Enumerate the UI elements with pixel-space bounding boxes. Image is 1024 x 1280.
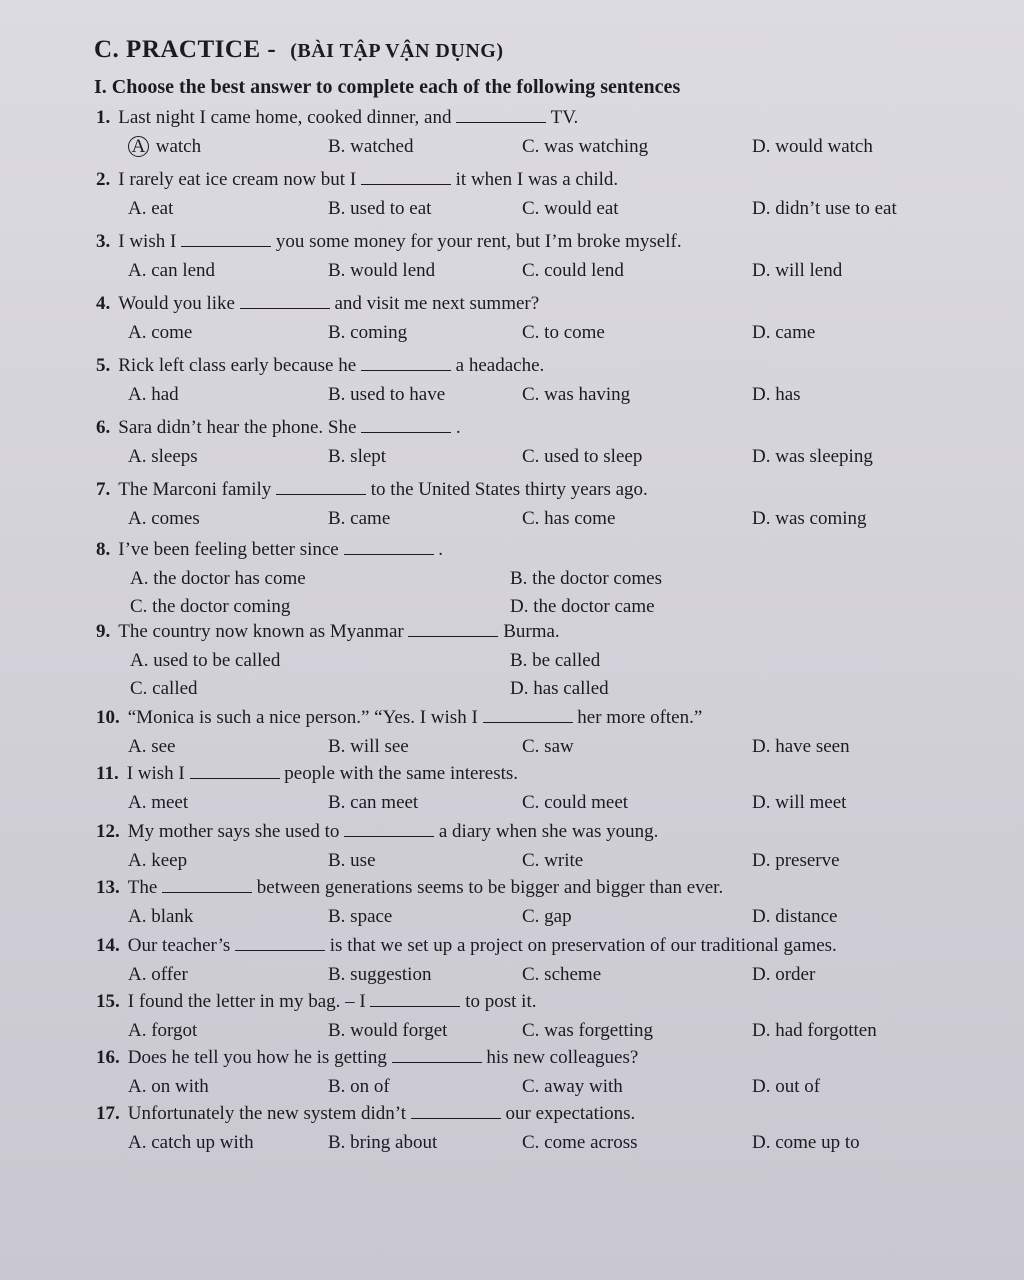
option-b[interactable]: B. will see — [328, 736, 409, 757]
question-12 — [0, 820, 1024, 884]
option-b[interactable]: B. can meet — [328, 792, 419, 813]
option-a[interactable]: A. the doctor has come — [130, 568, 306, 589]
question-number: 6. — [96, 417, 111, 438]
answer-blank[interactable] — [344, 820, 434, 837]
answer-blank[interactable] — [456, 106, 546, 123]
question-number: 10. — [96, 707, 120, 728]
option-a[interactable]: A. on with — [128, 1076, 209, 1097]
question-text-after: . — [438, 539, 443, 560]
question-text-before: Would you like — [118, 293, 235, 314]
option-a[interactable]: A. forgot — [128, 1020, 198, 1041]
question-text-after: people with the same interests. — [284, 763, 519, 784]
answer-blank[interactable] — [235, 934, 325, 951]
question-stem — [96, 230, 682, 253]
option-a[interactable]: A. can lend — [128, 260, 216, 281]
option-a[interactable]: A. blank — [128, 906, 194, 927]
question-17 — [0, 1102, 1024, 1166]
question-text-before: The — [127, 877, 158, 898]
question-text-before: I wish I — [118, 231, 177, 252]
question-number: 11. — [96, 763, 119, 784]
question-text-before: I wish I — [126, 763, 185, 784]
question-stem — [96, 762, 518, 785]
option-d[interactable]: D. preserve — [752, 850, 840, 871]
option-d[interactable]: D. would watch — [752, 136, 873, 157]
option-d[interactable]: D. was sleeping — [752, 446, 873, 467]
question-number: 5. — [96, 355, 111, 376]
question-7 — [0, 478, 1024, 542]
option-b[interactable]: B. on of — [328, 1076, 390, 1097]
answer-blank[interactable] — [392, 1046, 482, 1063]
question-9 — [0, 620, 1024, 699]
question-text-after: a diary when she was young. — [438, 821, 659, 842]
option-c[interactable]: C. was forgetting — [522, 1020, 654, 1041]
question-text-before: I rarely eat ice cream now but I — [118, 169, 357, 190]
question-stem — [96, 620, 560, 643]
option-a[interactable]: A. comes — [128, 508, 200, 529]
option-d[interactable]: D. has — [752, 384, 801, 405]
question-number: 14. — [96, 935, 120, 956]
question-stem — [96, 354, 544, 377]
question-stem — [96, 106, 578, 129]
question-stem — [96, 1046, 638, 1069]
question-text-after: between generations seems to be bigger and bigger than ever. — [256, 877, 724, 898]
option-a[interactable]: A. used to be called — [130, 650, 281, 671]
answer-blank[interactable] — [361, 354, 451, 371]
option-c[interactable]: C. would eat — [522, 198, 619, 219]
option-c[interactable]: C. could meet — [522, 792, 629, 813]
answer-blank[interactable] — [181, 230, 271, 247]
section-title-main: C. PRACTICE - — [94, 36, 277, 63]
question-stem — [96, 876, 723, 899]
option-b[interactable]: B. used to have — [328, 384, 446, 405]
option-c[interactable]: C. was having — [522, 384, 631, 405]
question-2 — [0, 168, 1024, 232]
question-stem — [96, 292, 539, 315]
question-text-after: to the United States thirty years ago. — [370, 479, 648, 500]
question-text-before: Does he tell you how he is getting — [127, 1047, 387, 1068]
question-text-after: it when I was a child. — [455, 169, 619, 190]
option-c[interactable]: C. could lend — [522, 260, 624, 281]
question-number: 3. — [96, 231, 111, 252]
question-text-after: . — [455, 417, 461, 438]
option-b[interactable]: B. space — [328, 906, 393, 927]
question-number: 12. — [96, 821, 120, 842]
option-c[interactable]: C. to come — [522, 322, 605, 343]
option-c[interactable]: C. called — [130, 678, 198, 699]
question-text-after: Burma. — [503, 621, 560, 642]
question-stem — [96, 478, 648, 501]
question-stem — [96, 934, 837, 957]
question-stem — [96, 168, 618, 191]
option-b[interactable]: B. coming — [328, 322, 408, 343]
option-d[interactable]: D. distance — [752, 906, 838, 927]
question-number: 15. — [96, 991, 120, 1012]
option-d[interactable]: D. was coming — [752, 508, 867, 529]
question-text-before: Our teacher’s — [127, 935, 231, 956]
question-number: 7. — [96, 479, 111, 500]
option-b[interactable]: B. bring about — [328, 1132, 438, 1153]
answer-blank[interactable] — [276, 478, 366, 495]
question-stem — [96, 820, 658, 843]
answer-blank[interactable] — [190, 762, 280, 779]
question-6 — [0, 416, 1024, 480]
question-number: 1. — [96, 107, 111, 128]
answer-blank[interactable] — [408, 620, 498, 637]
option-a[interactable]: A. had — [128, 384, 179, 405]
question-text-before: Sara didn’t hear the phone. She — [118, 417, 357, 438]
option-d[interactable]: D. come up to — [752, 1132, 860, 1153]
question-text-after: his new colleagues? — [486, 1047, 639, 1068]
question-3 — [0, 230, 1024, 294]
question-text-after: you some money for your rent, but I’m broke myself. — [275, 231, 682, 252]
answer-blank[interactable] — [344, 538, 434, 555]
question-number: 8. — [96, 539, 111, 560]
question-text-before: Last night I came home, cooked dinner, and — [118, 107, 452, 128]
question-number: 4. — [96, 293, 111, 314]
question-text-before: “Monica is such a nice person.” “Yes. I wish I — [127, 707, 478, 728]
option-b[interactable]: B. use — [328, 850, 376, 871]
question-text-after: to post it. — [465, 991, 537, 1012]
question-text-after: and visit me next summer? — [334, 293, 540, 314]
question-text-before: I found the letter in my bag. – I — [127, 991, 366, 1012]
question-text-before: I’ve been feeling better since — [118, 539, 339, 560]
answer-blank[interactable] — [162, 876, 252, 893]
option-c[interactable]: C. away with — [522, 1076, 623, 1097]
option-d[interactable]: D. has called — [510, 678, 609, 699]
option-b[interactable]: B. the doctor comes — [510, 568, 662, 589]
question-text-after: is that we set up a project on preservation of our traditional games. — [329, 935, 837, 956]
option-c[interactable]: C. come across — [522, 1132, 638, 1153]
option-b[interactable]: B. suggestion — [328, 964, 432, 985]
option-d[interactable]: D. order — [752, 964, 816, 985]
question-text-before: Rick left class early because he — [118, 355, 357, 376]
question-number: 9. — [96, 621, 111, 642]
option-a[interactable]: A. keep — [128, 850, 188, 871]
option-a[interactable]: A. catch up with — [128, 1132, 254, 1153]
question-number: 17. — [96, 1103, 120, 1124]
question-stem — [96, 706, 702, 729]
question-number: 16. — [96, 1047, 120, 1068]
question-text-after: our expectations. — [505, 1103, 636, 1124]
answer-blank[interactable] — [483, 706, 573, 723]
question-13 — [0, 876, 1024, 940]
question-stem — [96, 990, 536, 1013]
option-b[interactable]: B. would forget — [328, 1020, 448, 1041]
option-a[interactable]: A. sleeps — [128, 446, 198, 467]
option-d[interactable]: D. will meet — [752, 792, 847, 813]
option-b[interactable]: B. watched — [328, 136, 414, 157]
option-b[interactable]: B. would lend — [328, 260, 436, 281]
question-text-before: Unfortunately the new system didn’t — [127, 1103, 407, 1124]
option-c[interactable]: C. has come — [522, 508, 616, 529]
option-c[interactable]: C. the doctor coming — [130, 596, 291, 617]
option-b[interactable]: B. used to eat — [328, 198, 432, 219]
option-a[interactable]: A. meet — [128, 792, 189, 813]
answer-blank[interactable] — [370, 990, 460, 1007]
question-number: 2. — [96, 169, 111, 190]
option-d[interactable]: D. out of — [752, 1076, 821, 1097]
option-c[interactable]: C. write — [522, 850, 584, 871]
option-c[interactable]: C. used to sleep — [522, 446, 643, 467]
question-5 — [0, 354, 1024, 418]
question-stem — [96, 538, 443, 561]
option-a[interactable] — [128, 136, 201, 158]
option-text: watch — [151, 136, 202, 157]
question-4 — [0, 292, 1024, 356]
question-text-after: her more often.” — [577, 707, 703, 728]
option-c[interactable]: C. was watching — [522, 136, 649, 157]
question-8 — [0, 538, 1024, 617]
option-d[interactable]: D. came — [752, 322, 816, 343]
answer-blank[interactable] — [240, 292, 330, 309]
option-d[interactable]: D. had forgotten — [752, 1020, 877, 1041]
exercise-instruction: I. Choose the best answer to complete each of the following sentences — [94, 76, 681, 98]
question-text-after: TV. — [550, 107, 579, 128]
question-16 — [0, 1046, 1024, 1110]
section-title-sub: (BÀI TẬP VẬN DỤNG) — [290, 40, 504, 62]
option-b[interactable]: B. slept — [328, 446, 387, 467]
option-d[interactable]: D. didn’t use to eat — [752, 198, 897, 219]
answer-blank[interactable] — [361, 168, 451, 185]
option-d[interactable]: D. will lend — [752, 260, 843, 281]
option-c[interactable]: C. gap — [522, 906, 572, 927]
option-c[interactable]: C. saw — [522, 736, 574, 757]
question-text-after: a headache. — [455, 355, 545, 376]
circled-answer-mark: A — [128, 136, 149, 157]
option-a[interactable]: A. see — [128, 736, 176, 757]
question-10 — [0, 706, 1024, 770]
question-text-before: The Marconi family — [118, 479, 272, 500]
answer-blank[interactable] — [361, 416, 451, 433]
answer-blank[interactable] — [411, 1102, 501, 1119]
question-text-before: My mother says she used to — [127, 821, 340, 842]
option-b[interactable]: B. be called — [510, 650, 601, 671]
question-11 — [0, 762, 1024, 826]
section-title — [94, 36, 503, 64]
question-text-before: The country now known as Myanmar — [118, 621, 404, 642]
question-stem — [96, 1102, 635, 1125]
option-d[interactable]: D. the doctor came — [510, 596, 655, 617]
option-a[interactable]: A. come — [128, 322, 193, 343]
question-stem — [96, 416, 461, 439]
question-14 — [0, 934, 1024, 998]
option-a[interactable]: A. eat — [128, 198, 174, 219]
option-c[interactable]: C. scheme — [522, 964, 602, 985]
question-1 — [0, 106, 1024, 170]
question-number: 13. — [96, 877, 120, 898]
option-b[interactable]: B. came — [328, 508, 391, 529]
option-a[interactable]: A. offer — [128, 964, 188, 985]
option-d[interactable]: D. have seen — [752, 736, 850, 757]
question-15 — [0, 990, 1024, 1054]
